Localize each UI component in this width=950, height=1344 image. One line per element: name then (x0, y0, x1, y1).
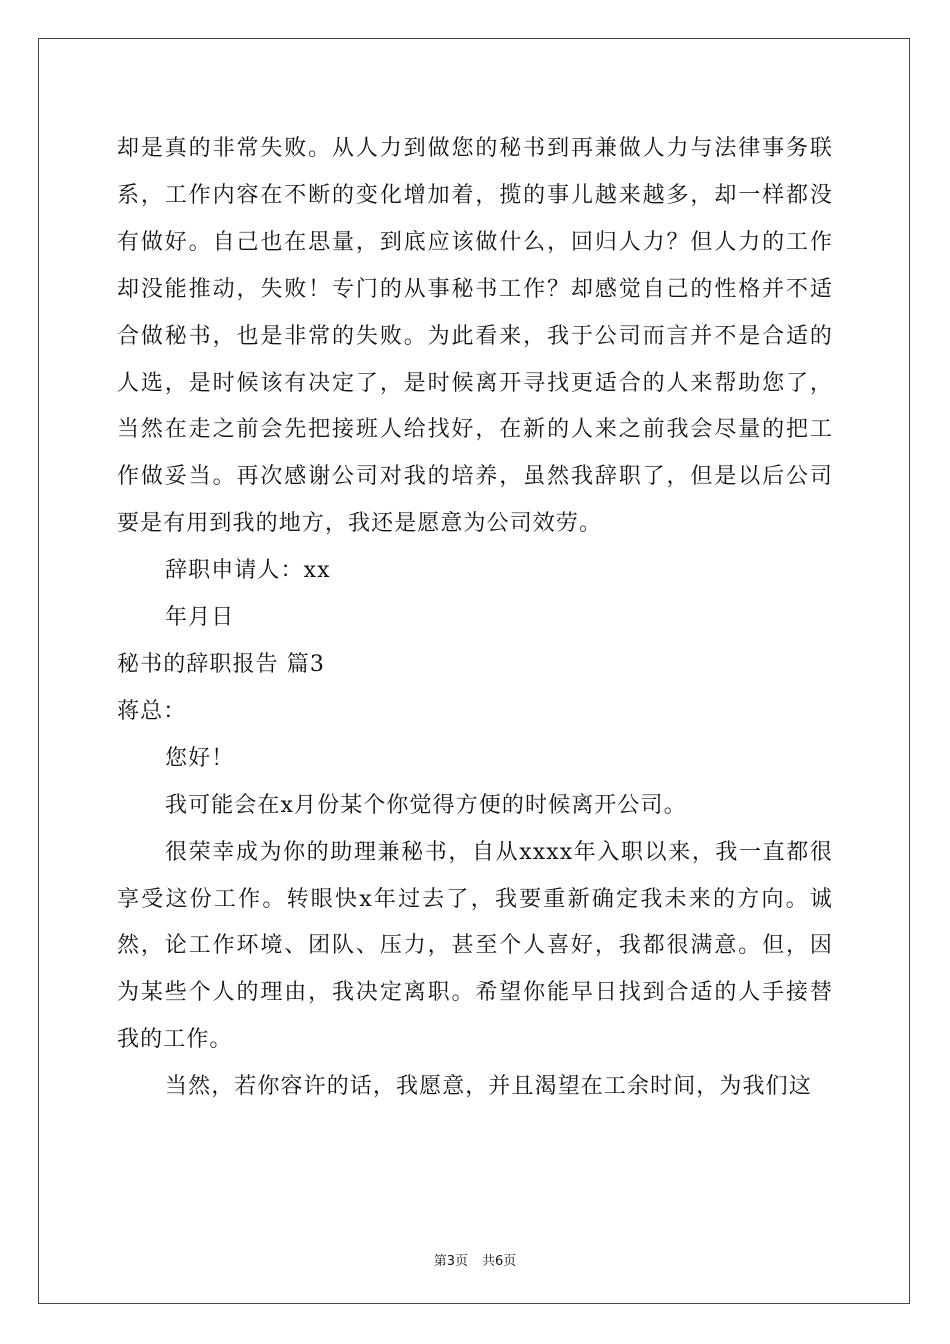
salutation: 蒋总： (117, 698, 187, 724)
page-number: 第3页 (433, 1254, 468, 1269)
page-footer (0, 1250, 950, 1269)
body-paragraph: 很荣幸成为你的助理兼秘书，自从xxxx年入职以来，我一直都很享受这份工作。转眼快x年过去了，我要重新确定我未来的方向。诚然，论工作环境、团队、压力，甚至个人喜好，我都很满意。但，因为某些个人的理由，我决定离职。希望你能早日找到合适的人手接替我的工作。 (117, 839, 833, 1053)
date-line: 年月日 (165, 605, 235, 631)
signature-line: 辞职申请人：xx (165, 558, 331, 584)
greeting: 您好！ (165, 745, 235, 771)
body-paragraph: 却是真的非常失败。从人力到做您的秘书到再兼做人力与法律事务联系，工作内容在不断的变化增加着，揽的事儿越来越多，却一样都没有做好。自己也在思量，到底应该做什么，回归人力？但人力的工作却没能推动，失败！专门的从事秘书工作？却感觉自己的性格并不适合做秘书，也是非常的失败。为此看来，我于公司而言并不是合适的人选，是时候该有决定了，是时候离开寻找更适合的人来帮助您了，当然在走之前会先把接班人给找好，在新的人来之前我会尽量的把工作做妥当。再次感谢公司对我的培养，虽然我辞职了，但是以后公司要是有用到我的地方，我还是愿意为公司效劳。 (117, 136, 833, 537)
body-paragraph: 我可能会在x月份某个你觉得方便的时候离开公司。 (165, 792, 687, 818)
section-heading: 秘书的辞职报告 篇3 (117, 651, 325, 677)
body-paragraph: 当然，若你容许的话，我愿意，并且渴望在工余时间，为我们这 (165, 1074, 812, 1100)
page-total: 共6页 (482, 1254, 517, 1269)
document-body (117, 126, 833, 1111)
